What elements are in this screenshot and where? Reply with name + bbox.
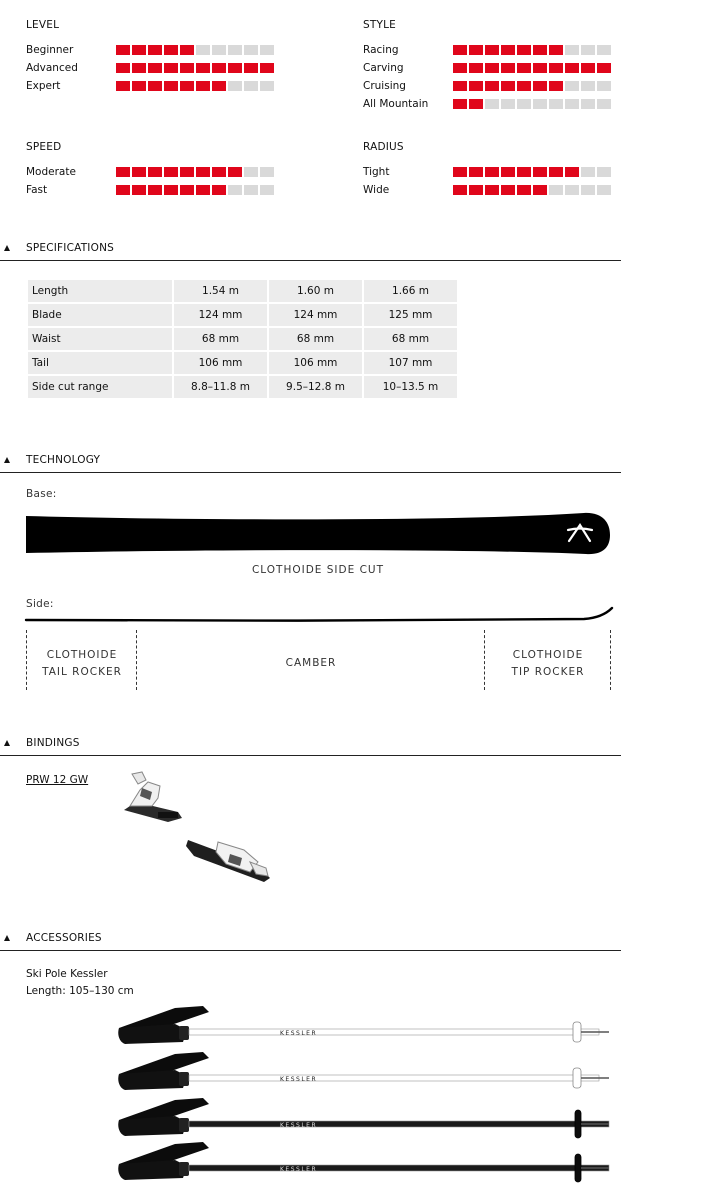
rating-bar [453, 167, 611, 177]
rating-segment-filled [501, 185, 515, 195]
rating-segment-filled [517, 167, 531, 177]
zone-tip-line1: CLOTHOIDE [512, 649, 584, 661]
table-row [28, 352, 457, 374]
rating-segment-filled [260, 63, 274, 73]
rating-segment-filled [116, 63, 130, 73]
pole-brand-text: KESSLER [280, 1166, 318, 1173]
rating-segment-filled [148, 45, 162, 55]
ski-base-shape [24, 508, 614, 558]
rating-segment-filled [549, 81, 563, 91]
table-row [28, 328, 457, 350]
rating-bar [453, 81, 611, 91]
table-row [28, 280, 457, 302]
rating-segment-filled [212, 167, 226, 177]
rating-group-radius [363, 141, 623, 201]
rating-segment-filled [517, 81, 531, 91]
pole-brand-text: KESSLER [280, 1076, 318, 1083]
rating-bar [116, 185, 274, 195]
spec-value: 1.54 m [174, 280, 267, 302]
rating-segment-filled [116, 45, 130, 55]
specifications-table [26, 278, 459, 400]
spec-value: 8.8–11.8 m [174, 376, 267, 398]
rating-segment-filled [469, 63, 483, 73]
collapse-triangle-icon[interactable] [4, 935, 10, 941]
rating-row-level [26, 80, 276, 92]
rating-segment-filled [469, 99, 483, 109]
ski-side-profile [24, 604, 614, 626]
rating-segment-filled [549, 45, 563, 55]
rating-row-style [363, 80, 613, 92]
rating-label: Tight [363, 166, 390, 178]
rating-segment-filled [164, 167, 178, 177]
section-header-specifications[interactable] [0, 239, 621, 261]
spec-label: Blade [28, 304, 172, 326]
rating-segment-empty [228, 81, 242, 91]
collapse-triangle-icon[interactable] [4, 740, 10, 746]
rating-segment-filled [132, 167, 146, 177]
rating-segment-filled [501, 167, 515, 177]
spec-value: 68 mm [269, 328, 362, 350]
rating-label: Wide [363, 184, 390, 196]
section-title-bindings: BINDINGS [26, 737, 80, 749]
rating-segment-filled [469, 167, 483, 177]
section-header-accessories[interactable] [0, 929, 621, 951]
rating-segment-filled [517, 63, 531, 73]
rating-segment-filled [180, 167, 194, 177]
rating-segment-empty [260, 81, 274, 91]
section-header-bindings[interactable] [0, 734, 621, 756]
rating-segment-filled [533, 63, 547, 73]
rating-segment-empty [485, 99, 499, 109]
rating-group-level [26, 19, 286, 99]
rating-segment-filled [212, 185, 226, 195]
rating-bar [116, 45, 274, 55]
section-title-technology: TECHNOLOGY [26, 454, 101, 466]
rating-segment-filled [565, 63, 579, 73]
rating-segment-filled [469, 45, 483, 55]
collapse-triangle-icon[interactable] [4, 457, 10, 463]
rating-segment-filled [549, 63, 563, 73]
rating-segment-filled [244, 63, 258, 73]
rating-segment-empty [565, 185, 579, 195]
rating-row-speed [26, 166, 276, 178]
rating-segment-empty [565, 45, 579, 55]
ski-pole-image [115, 1138, 615, 1188]
ski-pole-image [115, 1094, 615, 1144]
rating-segment-filled [116, 167, 130, 177]
accessory-length: Length: 105–130 cm [26, 985, 134, 997]
rating-segment-filled [597, 63, 611, 73]
rating-segment-filled [501, 45, 515, 55]
rating-label: All Mountain [363, 98, 429, 110]
spec-value: 9.5–12.8 m [269, 376, 362, 398]
rating-segment-empty [581, 99, 595, 109]
rating-segment-empty [565, 99, 579, 109]
rating-row-level [26, 62, 276, 74]
spec-label: Side cut range [28, 376, 172, 398]
pole-brand-text: KESSLER [280, 1122, 318, 1129]
spec-value: 68 mm [174, 328, 267, 350]
rating-segment-filled [180, 63, 194, 73]
rating-segment-filled [164, 63, 178, 73]
rating-segment-filled [196, 81, 210, 91]
rating-row-style [363, 44, 613, 56]
rating-segment-empty [581, 45, 595, 55]
rating-row-radius [363, 184, 613, 196]
rating-segment-filled [164, 185, 178, 195]
rating-segment-filled [485, 81, 499, 91]
rating-segment-filled [164, 45, 178, 55]
rating-segment-empty [212, 45, 226, 55]
rating-label: Racing [363, 44, 399, 56]
rating-label: Carving [363, 62, 404, 74]
rating-segment-filled [212, 63, 226, 73]
rating-segment-empty [501, 99, 515, 109]
rating-segment-empty [597, 45, 611, 55]
spec-value: 106 mm [174, 352, 267, 374]
rating-segment-filled [132, 185, 146, 195]
rating-segment-filled [132, 45, 146, 55]
zone-tip-rocker-label [485, 647, 611, 681]
rating-segment-filled [132, 81, 146, 91]
rating-segment-filled [148, 63, 162, 73]
rating-segment-filled [533, 81, 547, 91]
rating-bar [453, 63, 611, 73]
rating-segment-empty [228, 45, 242, 55]
rating-segment-filled [148, 167, 162, 177]
rating-segment-filled [453, 99, 467, 109]
rating-segment-empty [228, 185, 242, 195]
rating-row-speed [26, 184, 276, 196]
rating-segment-filled [116, 185, 130, 195]
rating-row-style [363, 62, 613, 74]
zone-tail-line2: TAIL ROCKER [42, 666, 122, 678]
rating-bar [116, 63, 274, 73]
rating-bar [453, 185, 611, 195]
zone-tail-rocker-label [27, 647, 137, 681]
rating-segment-filled [533, 185, 547, 195]
rating-segment-filled [180, 45, 194, 55]
rating-segment-empty [260, 45, 274, 55]
rating-segment-empty [244, 167, 258, 177]
rating-segment-filled [453, 185, 467, 195]
rating-label: Cruising [363, 80, 406, 92]
spec-value: 124 mm [174, 304, 267, 326]
spec-value: 124 mm [269, 304, 362, 326]
spec-label: Waist [28, 328, 172, 350]
rating-segment-filled [485, 45, 499, 55]
rating-label: Moderate [26, 166, 76, 178]
section-title-specifications: SPECIFICATIONS [26, 242, 114, 254]
rating-segment-filled [549, 167, 563, 177]
rating-segment-filled [228, 63, 242, 73]
rating-segment-empty [260, 185, 274, 195]
spec-value: 107 mm [364, 352, 457, 374]
rating-segment-empty [565, 81, 579, 91]
rating-segment-empty [517, 99, 531, 109]
rating-segment-filled [453, 63, 467, 73]
rating-segment-filled [148, 185, 162, 195]
rating-group-speed [26, 141, 286, 201]
rating-segment-empty [244, 81, 258, 91]
rating-segment-empty [581, 81, 595, 91]
rating-row-radius [363, 166, 613, 178]
rating-segment-filled [485, 185, 499, 195]
ski-base-silhouette [26, 513, 610, 554]
rating-segment-filled [453, 167, 467, 177]
rating-segment-empty [549, 185, 563, 195]
rating-segment-filled [164, 81, 178, 91]
rating-segment-filled [501, 81, 515, 91]
rating-group-style [363, 19, 623, 115]
binding-link[interactable]: PRW 12 GW [26, 774, 89, 786]
rating-segment-filled [180, 81, 194, 91]
spec-value: 1.66 m [364, 280, 457, 302]
rating-title-speed: SPEED [26, 141, 62, 153]
accessory-name: Ski Pole Kessler [26, 968, 108, 980]
rating-segment-filled [116, 81, 130, 91]
rating-segment-filled [565, 167, 579, 177]
rating-segment-filled [148, 81, 162, 91]
rating-segment-empty [581, 185, 595, 195]
rating-segment-empty [244, 185, 258, 195]
spec-value: 125 mm [364, 304, 457, 326]
rating-segment-empty [597, 167, 611, 177]
rating-segment-filled [196, 185, 210, 195]
rating-segment-empty [533, 99, 547, 109]
spec-value: 106 mm [269, 352, 362, 374]
pole-brand-text: KESSLER [280, 1030, 318, 1037]
rating-segment-filled [453, 81, 467, 91]
spec-label: Tail [28, 352, 172, 374]
rating-segment-filled [533, 45, 547, 55]
rating-segment-filled [212, 81, 226, 91]
rating-segment-filled [517, 185, 531, 195]
rating-label: Expert [26, 80, 61, 92]
rating-segment-filled [132, 63, 146, 73]
rating-label: Beginner [26, 44, 74, 56]
section-title-accessories: ACCESSORIES [26, 932, 102, 944]
zone-tail-line1: CLOTHOIDE [46, 649, 118, 661]
rating-bar [116, 167, 274, 177]
side-label: Side: [26, 598, 54, 610]
ski-side-line [26, 608, 612, 621]
side-cut-caption: CLOTHOIDE SIDE CUT [251, 564, 385, 576]
rating-label: Advanced [26, 62, 78, 74]
rating-segment-filled [228, 167, 242, 177]
rating-bar [116, 81, 274, 91]
rating-segment-filled [517, 45, 531, 55]
rating-segment-empty [597, 81, 611, 91]
rating-title-level: LEVEL [26, 19, 60, 31]
table-row [28, 304, 457, 326]
ski-pole-image [115, 1048, 615, 1098]
rating-segment-empty [549, 99, 563, 109]
rating-segment-filled [485, 167, 499, 177]
rating-title-radius: RADIUS [363, 141, 404, 153]
rating-bar [453, 45, 611, 55]
binding-image [118, 770, 278, 885]
spec-value: 10–13.5 m [364, 376, 457, 398]
zone-camber-label: CAMBER [285, 657, 337, 669]
rating-segment-filled [469, 185, 483, 195]
zone-tip-line2: TIP ROCKER [511, 666, 585, 678]
spec-value: 68 mm [364, 328, 457, 350]
rating-label: Fast [26, 184, 48, 196]
rating-title-style: STYLE [363, 19, 396, 31]
rating-segment-empty [244, 45, 258, 55]
rating-segment-filled [196, 167, 210, 177]
ski-pole-image [115, 1002, 615, 1052]
rating-segment-filled [533, 167, 547, 177]
base-label: Base: [26, 488, 57, 500]
rating-segment-empty [581, 167, 595, 177]
collapse-triangle-icon[interactable] [4, 245, 10, 251]
rating-segment-filled [485, 63, 499, 73]
rating-segment-filled [501, 63, 515, 73]
rating-segment-empty [597, 185, 611, 195]
rating-segment-filled [581, 63, 595, 73]
rating-row-style [363, 98, 613, 110]
rating-bar [453, 99, 611, 109]
section-header-technology[interactable] [0, 451, 621, 473]
rating-row-level [26, 44, 276, 56]
table-row [28, 376, 457, 398]
spec-value: 1.60 m [269, 280, 362, 302]
rating-segment-filled [196, 63, 210, 73]
spec-label: Length [28, 280, 172, 302]
rating-segment-filled [469, 81, 483, 91]
rating-segment-empty [196, 45, 210, 55]
rating-segment-empty [597, 99, 611, 109]
rating-segment-empty [260, 167, 274, 177]
rating-segment-filled [180, 185, 194, 195]
rating-segment-filled [453, 45, 467, 55]
